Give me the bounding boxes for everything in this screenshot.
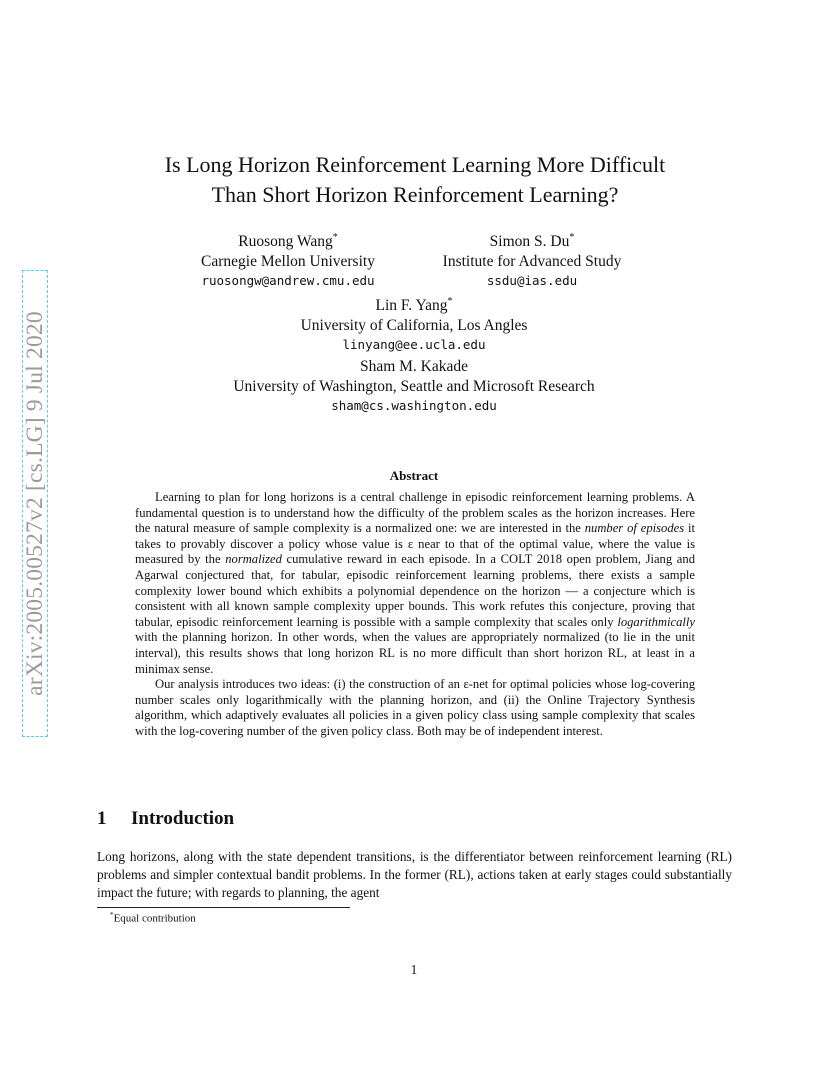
abstract-heading: Abstract	[389, 468, 439, 483]
arxiv-identifier: arXiv:2005.00527v2 [cs.LG] 9 Jul 2020	[21, 311, 48, 696]
author-name: Sham M. Kakade	[359, 358, 469, 375]
author-block-4	[174, 357, 654, 416]
footnote-text: Equal contribution	[113, 912, 196, 925]
author-mark: *	[447, 296, 453, 307]
author-affiliation: University of Washington, Seattle and Microsoft Research	[233, 377, 595, 395]
author-affiliation: Carnegie Mellon University	[201, 252, 375, 270]
abstract-text: it takes to provably discover a policy whose value is ε near to that of the optimal value, where the value is measured by the	[135, 521, 695, 567]
author-block-1	[178, 228, 398, 291]
abstract-emphasis: normalized	[225, 552, 282, 567]
abstract-paragraph-2: Our analysis introduces two ideas: (i) the construction of an ε-net for optimal policies whose log-covering number scales only logarithmically with the planning horizon, and (ii) the Online Trajectory Synthesis algorithm, which adaptively evaluates all policies in a given policy class using sample complexity that scales with the log-covering number of the given policy class. Both may be of independent interest.	[135, 677, 695, 738]
intro-paragraph: Long horizons, along with the state dependent transitions, is the differentiator between reinforcement learning (RL) problems and simpler contextual bandit problems. In the former (RL), actions taken at early stages could substantially impact the future; with regards to planning, the agent	[97, 849, 732, 900]
abstract-emphasis: logarithmically	[617, 614, 695, 629]
author-email: linyang@ee.ucla.edu	[342, 337, 486, 353]
author-mark: *	[569, 232, 575, 243]
author-name: Simon S. Du	[489, 233, 570, 251]
abstract-text: Learning to plan for long horizons is a central challenge in episodic reinforcement learning problems. A fundamental question is to understand how the difficulty of the problem scales as the horizon increases. Here the natural measure of sample complexity is a normalized one: we are interested in the	[135, 490, 695, 536]
abstract-body	[135, 490, 695, 740]
author-email: ruosongw@andrew.cmu.edu	[201, 273, 375, 289]
title-line-1: Is Long Horizon Reinforcement Learning More Difficult	[164, 152, 666, 177]
page-number: 1	[410, 962, 418, 977]
section-heading	[97, 808, 234, 830]
abstract-emphasis: number of episodes	[584, 521, 685, 536]
abstract-paragraph-1	[135, 490, 695, 677]
paper-title	[100, 150, 730, 210]
section-title: Introduction	[131, 808, 235, 829]
author-name: Ruosong Wang	[238, 233, 333, 251]
abstract-text: with the planning horizon. In other words, when the values are appropriately normalized (to lie in the unit interval), this results shows that long horizon RL is no more difficult than short horizon RL, at least in a minimax sense.	[135, 630, 695, 676]
author-mark: *	[332, 232, 338, 243]
arxiv-stamp	[22, 270, 48, 737]
author-email: sham@cs.washington.edu	[331, 398, 497, 413]
author-name: Lin F. Yang	[375, 297, 448, 315]
author-affiliation: University of California, Los Angles	[300, 316, 528, 334]
author-block-2	[422, 228, 642, 291]
title-line-2: Than Short Horizon Reinforcement Learning?	[211, 182, 619, 207]
section-number: 1	[97, 808, 107, 829]
author-affiliation: Institute for Advanced Study	[442, 252, 622, 270]
abstract-text: cumulative reward in each episode. In a COLT 2018 open problem, Jiang and Agarwal conjectured that, for tabular, episodic reinforcement learning problems, there exists a sample complexity lower bound which exhibits a polynomial dependence on the horizon — a conjecture which is consistent with all known sample complexity upper bounds. This work refutes this conjecture, proving that tabular, episodic reinforcement learning is possible with a sample complexity that scales only	[135, 552, 695, 629]
author-block-3	[264, 292, 564, 355]
author-email: ssdu@ias.edu	[486, 273, 578, 289]
footnote	[110, 911, 196, 925]
footnote-mark: *	[110, 911, 114, 919]
footnote-rule	[97, 907, 350, 908]
